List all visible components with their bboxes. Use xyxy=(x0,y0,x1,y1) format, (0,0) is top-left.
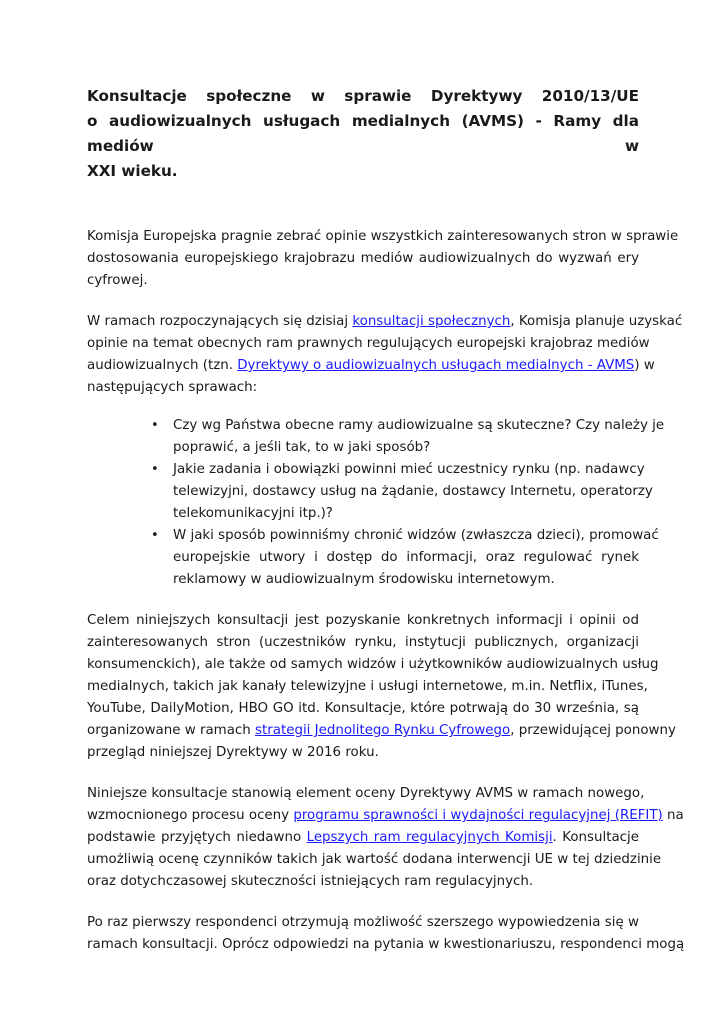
link-refit-programme[interactable]: programu sprawności i wydajności regulacyjnej (REFIT) xyxy=(293,808,663,823)
text-line: Komisja Europejska pragnie zebrać opinie wszystkich zainteresowanych stron w sprawie xyxy=(87,229,679,244)
text-line: Po raz pierwszy respondenci otrzymują możliwość szerszego wypowiedzenia się w xyxy=(87,915,639,930)
text-line: przegląd niniejszej Dyrektywy w 2016 roku. xyxy=(87,745,379,760)
document-title xyxy=(87,84,639,184)
text-line xyxy=(87,311,683,333)
text-fragment: , Komisja planuje uzyskać xyxy=(510,314,683,329)
title-line: Konsultacje społeczne w sprawie Dyrektywy 2010/13/UE xyxy=(87,87,639,105)
list-item xyxy=(151,525,659,591)
text-line: W jaki sposób powinniśmy chronić widzów (zwłaszcza dzieci), promować xyxy=(173,528,659,543)
bullet-icon: • xyxy=(151,528,159,543)
text-line: YouTube, DailyMotion, HBO GO itd. Konsultacje, które potrwają do 30 września, są xyxy=(87,701,639,716)
text-fragment: podstawie przyjętych niedawno xyxy=(87,830,307,845)
paragraph-intro xyxy=(87,226,679,292)
text-line xyxy=(87,355,655,377)
paragraph-respondents xyxy=(87,912,685,956)
question-list xyxy=(151,415,665,591)
text-line: następujących sprawach: xyxy=(87,380,258,395)
text-line: ramach konsultacji. Oprócz odpowiedzi na pytania w kwestionariuszu, respondenci mogą xyxy=(87,937,685,952)
text-fragment: . Konsultacje xyxy=(552,830,639,845)
text-line: konsumenckich), ale także od samych widzów i użytkowników audiowizualnych usług xyxy=(87,657,659,672)
paragraph-refit xyxy=(87,783,684,893)
bullet-icon: • xyxy=(151,462,159,477)
paragraph-consultation-goal xyxy=(87,610,676,764)
text-line xyxy=(87,720,676,742)
text-line: telewizyjni, dostawcy usług na żądanie, dostawcy Internetu, operatorzy xyxy=(173,484,653,499)
list-item xyxy=(151,459,653,525)
text-line: Czy wg Państwa obecne ramy audiowizualne są skuteczne? Czy należy je xyxy=(173,418,665,433)
text-line: europejskie utwory i dostęp do informacji, oraz regulować rynek xyxy=(173,550,639,565)
text-fragment: organizowane w ramach xyxy=(87,723,256,738)
link-public-consultation[interactable]: konsultacji społecznych xyxy=(352,314,511,329)
title-line: XXI wieku. xyxy=(87,162,178,180)
text-line: umożliwią ocenę czynników takich jak wartość dodana interwencji UE w tej dziedzinie xyxy=(87,852,662,867)
text-line: poprawić, a jeśli tak, to w jaki sposób? xyxy=(173,440,431,455)
link-better-regulation[interactable]: Lepszych ram regulacyjnych Komisji xyxy=(306,830,553,845)
text-fragment: audiowizualnych (tzn. xyxy=(87,358,238,373)
text-line: opinie na temat obecnych ram prawnych regulujących europejski krajobraz mediów xyxy=(87,336,650,351)
text-line: telekomunikacyjni itp.)? xyxy=(173,506,333,521)
text-line: medialnych, takich jak kanały telewizyjne i usługi internetowe, m.in. Netflix, iTunes, xyxy=(87,679,648,694)
text-fragment: na xyxy=(662,808,684,823)
text-fragment: ) w xyxy=(634,358,655,373)
text-line xyxy=(87,805,684,827)
text-line: Celem niniejszych konsultacji jest pozyskanie konkretnych informacji i opinii od xyxy=(87,613,639,628)
list-item xyxy=(151,415,665,459)
text-line: reklamowy w audiowizualnym środowisku internetowym. xyxy=(173,572,555,587)
text-fragment: W ramach rozpoczynających się dzisiaj xyxy=(87,314,353,329)
paragraph-consultation-scope xyxy=(87,311,683,399)
link-digital-single-market[interactable]: strategii Jednolitego Rynku Cyfrowego xyxy=(255,723,511,738)
text-line xyxy=(87,827,639,849)
document-page xyxy=(87,84,685,956)
text-fragment: , przewidującej ponowny xyxy=(510,723,676,738)
title-line: o audiowizualnych usługach medialnych (AVMS) - Ramy dla mediów w xyxy=(87,112,639,155)
text-line: cyfrowej. xyxy=(87,273,148,288)
text-line: Jakie zadania i obowiązki powinni mieć uczestnicy rynku (np. nadawcy xyxy=(173,462,645,477)
link-avms-directive[interactable]: Dyrektywy o audiowizualnych usługach medialnych - AVMS xyxy=(237,358,635,373)
text-line: dostosowania europejskiego krajobrazu mediów audiowizualnych do wyzwań ery xyxy=(87,251,639,266)
text-line: Niniejsze konsultacje stanowią element oceny Dyrektywy AVMS w ramach nowego, xyxy=(87,786,645,801)
bullet-icon: • xyxy=(151,418,159,433)
text-line: zainteresowanych stron (uczestników rynku, instytucji publicznych, organizacji xyxy=(87,635,639,650)
text-fragment: wzmocnionego procesu oceny xyxy=(87,808,294,823)
text-line: oraz dotychczasowej skuteczności istniejących ram regulacyjnych. xyxy=(87,874,534,889)
